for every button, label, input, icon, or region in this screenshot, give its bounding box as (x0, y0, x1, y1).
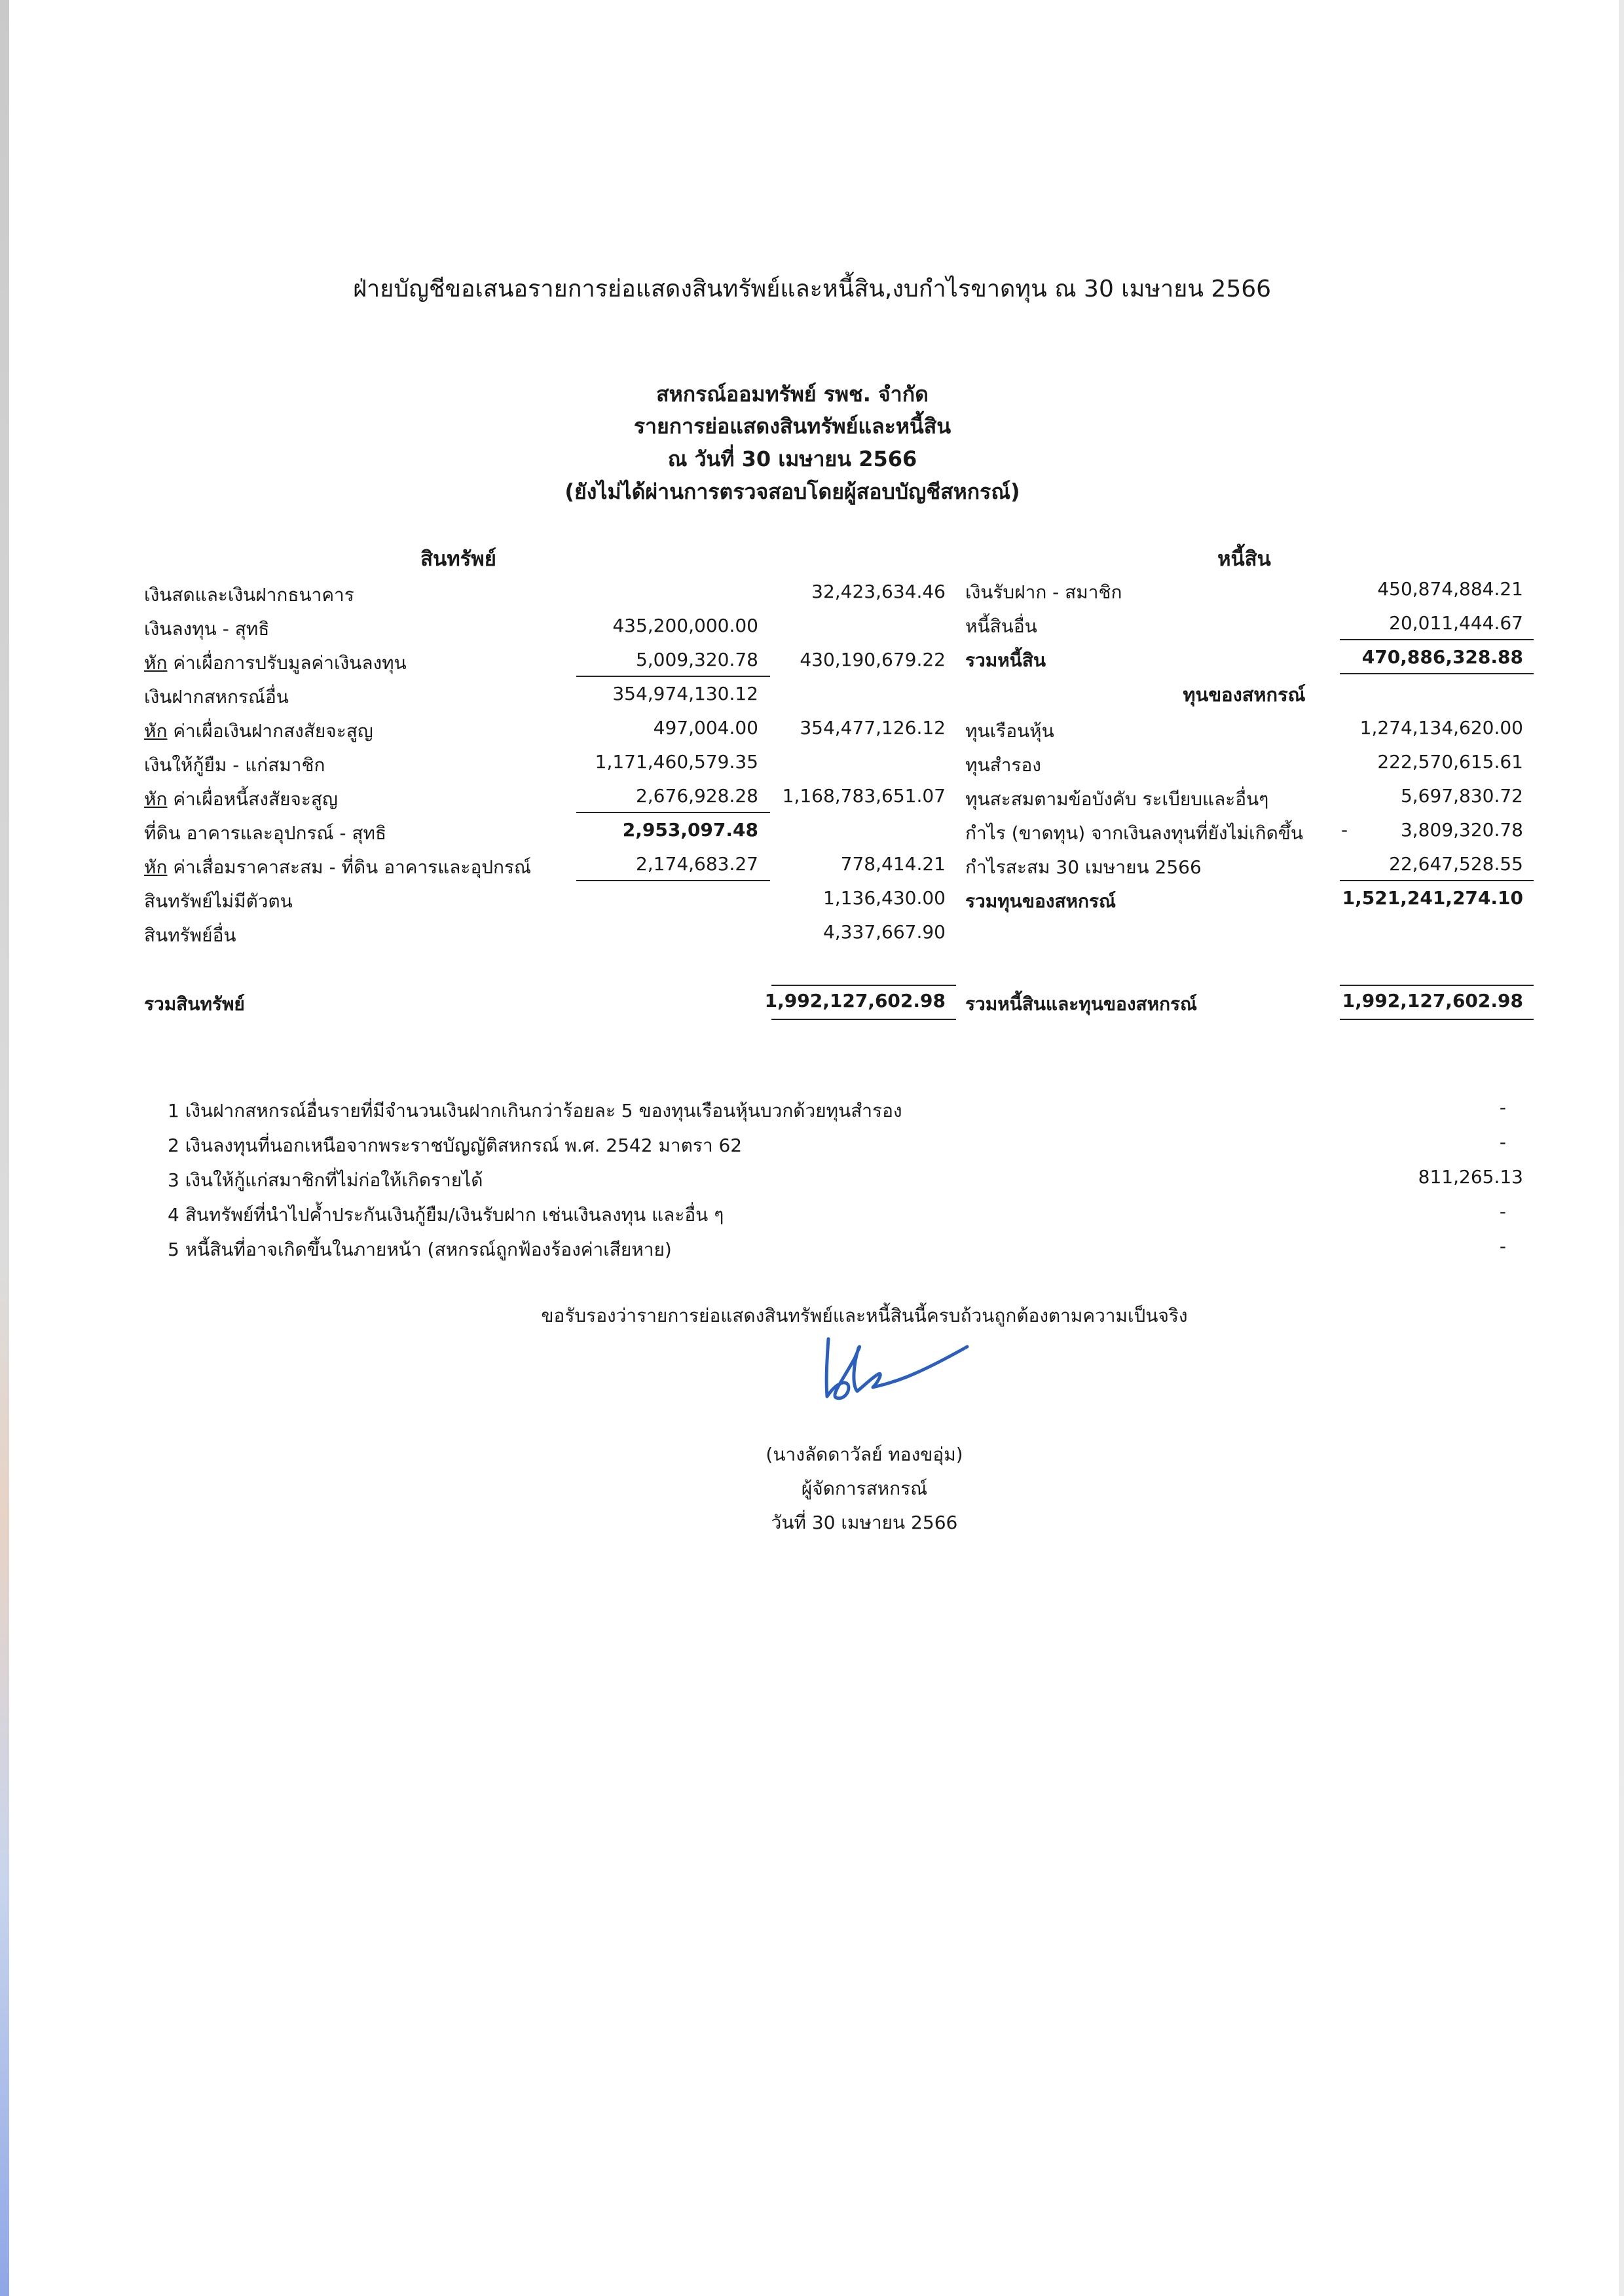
deduct-marker: หัก (144, 652, 168, 674)
equity-total-label: รวมทุนของสหกรณ์ (965, 890, 1116, 912)
subtotal-rule (576, 880, 770, 881)
grand-total: 1,992,127,602.98 (1342, 990, 1523, 1011)
grand-total-label: รวมหนี้สินและทุนของสหกรณ์ (965, 993, 1198, 1015)
asset-label-loans: เงินให้กู้ยืม - แก่สมาชิก (144, 754, 325, 776)
equity-amount-retained: 22,647,528.55 (1389, 853, 1523, 875)
deduct-marker: หัก (144, 788, 168, 810)
equity-label-shares: ทุนเรือนหุ้น (965, 720, 1054, 742)
asset-amount-other: 4,337,667.90 (822, 921, 946, 943)
liabilities-header: หนี้สิน (1217, 547, 1271, 571)
deduct-marker: หัก (144, 720, 168, 742)
equity-label-reserve: ทุนสำรอง (965, 754, 1041, 776)
note-3-value: 811,265.13 (1418, 1166, 1523, 1188)
asset-label-deposit-allowance (144, 717, 373, 746)
asset-sub-depreciation: 2,174,683.27 (635, 853, 758, 875)
asset-label-other: สินทรัพย์อื่น (144, 924, 236, 946)
equity-amount-unrealized: 3,809,320.78 (1400, 819, 1523, 841)
asset-amount-loans-net: 1,168,783,651.07 (782, 785, 946, 807)
note-5-text: 5 หนี้สินที่อาจเกิดขึ้นในภายหน้า (สหกรณ์ถูกฟ้องร้องค่าเสียหาย) (168, 1239, 672, 1260)
asset-label-investment-allowance-text: ค่าเผื่อการปรับมูลค่าเงินลงทุน (173, 652, 407, 674)
asset-label-depreciation (144, 853, 531, 882)
equity-header: ทุนของสหกรณ์ (1183, 683, 1306, 706)
deduct-marker: หัก (144, 856, 168, 878)
asset-amount-cash: 32,423,634.46 (811, 581, 946, 602)
asset-label-doubtful-allowance-text: ค่าเผื่อหนี้สงสัยจะสูญ (173, 788, 338, 810)
liabilities-total-label: รวมหนี้สิน (965, 649, 1046, 671)
asset-label-deposit-allowance-text: ค่าเผื่อเงินฝากสงสัยจะสูญ (173, 720, 373, 742)
asset-sub-loans: 1,171,460,579.35 (595, 751, 758, 773)
asset-amount-coop-deposit-net: 354,477,126.12 (800, 717, 946, 738)
report-date: ณ วันที่ 30 เมษายน 2566 (667, 446, 917, 471)
assets-header: สินทรัพย์ (420, 547, 496, 571)
asset-amount-intangible: 1,136,430.00 (822, 887, 946, 909)
report-title: รายการย่อแสดงสินทรัพย์และหนี้สิน (633, 414, 951, 439)
assets-total-label: รวมสินทรัพย์ (144, 993, 245, 1015)
scan-edge-right (1619, 0, 1624, 2296)
signer-name: (นางลัดดาวัลย์ ทองขอุ่ม) (766, 1444, 963, 1465)
liability-amount-other: 20,011,444.67 (1389, 612, 1523, 634)
equity-label-retained: กำไรสะสม 30 เมษายน 2566 (965, 856, 1202, 878)
asset-label-intangible: สินทรัพย์ไม่มีตัวตน (144, 890, 293, 912)
asset-sub-investment-allowance: 5,009,320.78 (635, 649, 758, 670)
equity-amount-shares: 1,274,134,620.00 (1359, 717, 1523, 738)
subtotal-rule (576, 676, 770, 677)
subtotal-rule (1340, 639, 1534, 640)
equity-label-unrealized: กำไร (ขาดทุน) จากเงินลงทุนที่ยังไม่เกิดขึ้น (965, 822, 1304, 844)
asset-sub-investment: 435,200,000.00 (612, 615, 758, 636)
total-top-rule (1340, 985, 1534, 986)
page-heading: ฝ่ายบัญชีขอเสนอรายการย่อแสดงสินทรัพย์และหนี้สิน,งบกำไรขาดทุน ณ 30 เมษายน 2566 (352, 276, 1272, 302)
asset-label-investment-allowance (144, 649, 407, 678)
scan-edge-left (0, 0, 9, 2296)
asset-label-depreciation-text: ค่าเสื่อมราคาสะสม - ที่ดิน อาคารและอุปกรณ์ (173, 856, 532, 878)
note-1-text: 1 เงินฝากสหกรณ์อื่นรายที่มีจำนวนเงินฝากเกินกว่าร้อยละ 5 ของทุนเรือนหุ้นบวกด้วยทุนสำรอง (168, 1100, 902, 1121)
subtotal-rule (1340, 673, 1534, 674)
equity-amount-reserve: 222,570,615.61 (1377, 751, 1523, 773)
signer-date: วันที่ 30 เมษายน 2566 (771, 1512, 958, 1533)
subtotal-rule (1340, 880, 1534, 881)
asset-sub-ppe: 2,953,097.48 (622, 819, 758, 841)
asset-label-investment: เงินลงทุน - สุทธิ (144, 618, 270, 640)
org-name: สหกรณ์ออมทรัพย์ รพช. จำกัด (656, 382, 929, 407)
liability-label-other: หนี้สินอื่น (965, 615, 1037, 637)
assets-total: 1,992,127,602.98 (764, 990, 946, 1011)
note-5-value: - (1499, 1235, 1506, 1257)
note-2-value: - (1499, 1131, 1506, 1153)
total-bottom-rule (771, 1019, 956, 1020)
liabilities-total: 470,886,328.88 (1361, 646, 1523, 668)
note-4-value: - (1499, 1201, 1506, 1222)
note-2-text: 2 เงินลงทุนที่นอกเหนือจากพระราชบัญญัติสหกรณ์ พ.ศ. 2542 มาตรา 62 (168, 1135, 743, 1156)
asset-label-cash: เงินสดและเงินฝากธนาคาร (144, 584, 354, 606)
liability-label-deposits: เงินรับฝาก - สมาชิก (965, 581, 1122, 603)
asset-sub-deposit-allowance: 497,004.00 (653, 717, 758, 738)
equity-label-accumulated-funds: ทุนสะสมตามข้อบังคับ ระเบียบและอื่นๆ (965, 788, 1269, 810)
equity-total: 1,521,241,274.10 (1342, 887, 1523, 909)
subtotal-rule (576, 812, 770, 813)
note-3-text: 3 เงินให้กู้แก่สมาชิกที่ไม่ก่อให้เกิดรายได้ (168, 1169, 483, 1191)
equity-amount-accumulated-funds: 5,697,830.72 (1400, 785, 1523, 807)
certification-text: ขอรับรองว่ารายการย่อแสดงสินทรัพย์และหนี้สินนี้ครบถ้วนถูกต้องตามความเป็นจริง (541, 1305, 1188, 1326)
asset-sub-doubtful-allowance: 2,676,928.28 (635, 785, 758, 807)
asset-label-ppe: ที่ดิน อาคารและอุปกรณ์ - สุทธิ (144, 822, 387, 844)
asset-label-coop-deposit: เงินฝากสหกรณ์อื่น (144, 686, 289, 708)
note-4-text: 4 สินทรัพย์ที่นำไปค้ำประกันเงินกู้ยืม/เงินรับฝาก เช่นเงินลงทุน และอื่น ๆ (168, 1204, 724, 1226)
signer-title: ผู้จัดการสหกรณ์ (801, 1478, 928, 1499)
equity-sign-unrealized: - (1341, 819, 1348, 841)
asset-amount-investment-net: 430,190,679.22 (800, 649, 946, 670)
liability-amount-deposits: 450,874,884.21 (1377, 578, 1523, 600)
asset-label-doubtful-allowance (144, 785, 338, 814)
handwritten-signature (815, 1319, 972, 1411)
asset-amount-ppe-net: 778,414.21 (840, 853, 946, 875)
total-top-rule (771, 985, 956, 986)
note-1-value: - (1499, 1097, 1506, 1118)
audit-note: (ยังไม่ได้ผ่านการตรวจสอบโดยผู้สอบบัญชีสหกรณ์) (564, 479, 1020, 504)
total-bottom-rule (1340, 1019, 1534, 1020)
asset-sub-coop-deposit: 354,974,130.12 (612, 683, 758, 704)
